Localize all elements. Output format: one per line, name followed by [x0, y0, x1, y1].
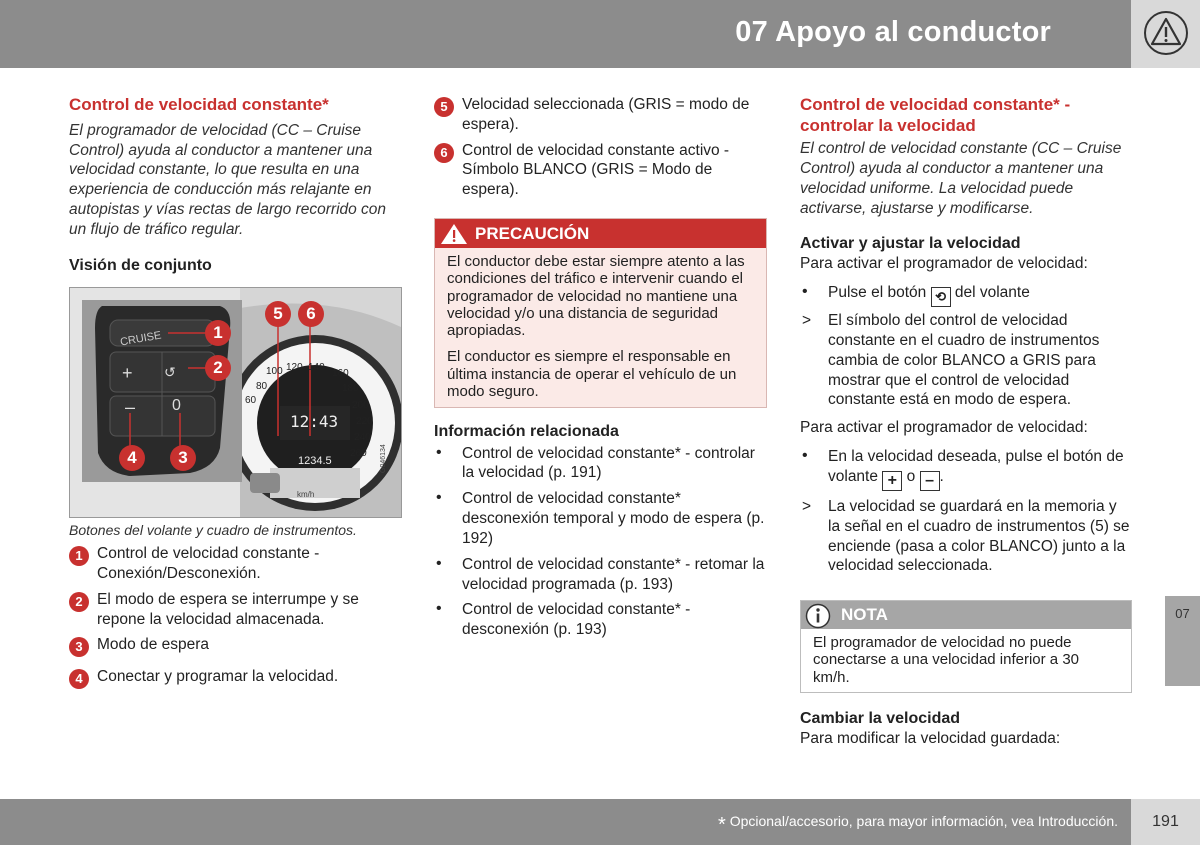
figure-caption: Botones del volante y cuadro de instrumentos. [69, 522, 357, 539]
speed-unit-label: km/h [297, 490, 315, 500]
caution-body [435, 248, 766, 407]
item-text: Conectar y programar la velocidad. [97, 668, 339, 686]
list-item [69, 590, 402, 630]
chapter-title: 07 Apoyo al conductor [735, 16, 1051, 48]
column-2 [434, 95, 767, 640]
speed-tick: 260 [350, 448, 367, 460]
activate-lead: Para activar el programador de velocidad: [800, 419, 1088, 437]
item-text: Velocidad seleccionada (GRIS = modo de espera). [462, 96, 750, 133]
badge-number: 5 [440, 99, 448, 114]
column-3 [800, 95, 1132, 749]
chapter-tab: 07 [1165, 596, 1200, 686]
footnote-text: Opcional/accesorio, para mayor información, vea Introducción. [729, 813, 1118, 829]
callout-3-label: 3 [178, 448, 188, 468]
result-item [800, 497, 1132, 576]
caution-title: PRECAUCIÓN [475, 224, 590, 244]
callout-1-label: 1 [213, 323, 223, 343]
speed-tick: 180 [342, 383, 359, 395]
section-intro: El programador de velocidad (CC – Cruise Control) ayuda al conductor a mantener una velocidad constante, lo que resulta en una experiencia de conducción más relajante en autopistas y vías rectas de largo recorrido con un flujo de tráfico regular. [69, 121, 387, 238]
section-heading: Control de velocidad constante* [69, 95, 329, 114]
item-text: Modo de espera [97, 636, 210, 654]
caution-paragraph: El conductor debe estar siempre atento a las condiciones del tráfico e intervenir cuando el programador de velocidad no mantiene una velocidad y/o una distancia de seguridad apropiadas. [447, 253, 745, 340]
callout-6-label: 6 [306, 304, 316, 324]
change-heading: Cambiar la velocidad [800, 709, 961, 727]
header-bar [0, 0, 1131, 68]
callout-2-label: 2 [213, 358, 223, 378]
speed-tick: 140 [308, 362, 325, 374]
header-warning-box [1131, 0, 1200, 68]
speed-tick: 120 [286, 362, 303, 374]
arrow-marker: > [802, 497, 812, 515]
item-text: Control de velocidad constante - Conexión/Desconexión. [97, 545, 320, 582]
callout-5-label: 5 [273, 304, 283, 324]
badge-number: 1 [75, 548, 83, 564]
minus-button-label: – [125, 397, 136, 418]
note-text: El programador de velocidad no puede conectarse a una velocidad inferior a 30 km/h. [813, 634, 1080, 686]
note-header [801, 601, 1131, 629]
caution-box [434, 218, 767, 408]
list-item [434, 95, 767, 135]
list-item [69, 667, 402, 687]
column-1 [69, 95, 402, 687]
minus-button-icon: – [920, 471, 940, 491]
item-text: Control de velocidad constante activo - Símbolo BLANCO (GRIS = Modo de espera). [462, 141, 730, 199]
result-text: La velocidad se guardará en la memoria y la señal en el cuadro de instrumentos (5) se enciende (pasa a color BLANCO) junto a la velocidad seleccionada. [828, 497, 1130, 575]
step-text: del volante [954, 284, 1030, 302]
list-item [434, 141, 767, 200]
related-link[interactable]: • Control de velocidad constante* - controlar la velocidad (p. 191) [434, 444, 767, 484]
clock-display: 12:43 [290, 412, 339, 432]
speed-tick: 80 [256, 381, 268, 393]
steering-and-cluster-figure [69, 287, 402, 518]
plus-button-icon: + [882, 471, 902, 491]
step-text: o [906, 467, 916, 485]
related-link[interactable]: • Control de velocidad constante* - desconexión (p. 193) [434, 600, 767, 640]
warning-triangle-icon [1143, 10, 1189, 56]
footer-bar [0, 799, 1131, 845]
footer-note [718, 813, 1118, 839]
speed-tick: 240 [354, 432, 371, 444]
section-heading: Control de velocidad constante* - controlar la velocidad [800, 95, 1071, 135]
overview-heading: Visión de conjunto [69, 256, 212, 274]
related-link[interactable]: • Control de velocidad constante* desconexión temporal y modo de espera (p. 192) [434, 489, 767, 548]
activate-heading: Activar y ajustar la velocidad [800, 234, 1021, 252]
info-icon [805, 603, 831, 629]
result-text: El símbolo del control de velocidad constante en el cuadro de instrumentos cambia de color BLANCO a GRIS para mostrar que el control de velocidad constante está en modo de espera. [828, 312, 1100, 409]
badge-number: 3 [75, 639, 83, 655]
caution-paragraph: El conductor es siempre el responsable en última instancia de operar el vehículo de un modo seguro. [447, 348, 737, 400]
speed-tick: 200 [352, 400, 369, 412]
note-box [800, 600, 1132, 693]
speed-tick: 220 [356, 416, 373, 428]
speed-tick: 160 [332, 368, 349, 380]
plus-button-label: + [122, 363, 133, 384]
cruise-button-icon: ⟲ [931, 287, 951, 307]
item-text: El modo de espera se interrumpe y se repone la velocidad almacenada. [97, 590, 359, 628]
speed-tick: 100 [266, 366, 283, 378]
warning-icon [439, 222, 469, 246]
cruise-button-label: CRUISE [119, 329, 163, 349]
arrow-marker: > [802, 312, 812, 330]
badge-number: 2 [75, 593, 83, 609]
page-number: 191 [1131, 799, 1200, 845]
caution-header [435, 219, 766, 248]
note-title: NOTA [841, 605, 888, 625]
result-item [800, 311, 1132, 410]
list-item [69, 544, 402, 584]
badge-number: 4 [75, 671, 83, 687]
step-text: Pulse el botón [828, 284, 927, 302]
step-bullet [800, 283, 1132, 307]
change-lead: Para modificar la velocidad guardada: [800, 730, 1061, 748]
activate-lead: Para activar el programador de velocidad: [800, 255, 1088, 273]
step-text: En la velocidad deseada, pulse el botón de volante [828, 448, 1124, 485]
step-bullet [800, 447, 1132, 491]
zero-button-label: 0 [172, 397, 181, 415]
badge-number: 6 [440, 144, 448, 160]
odometer-display: 1234.5 [298, 455, 332, 468]
footnote-star: * [718, 814, 726, 836]
callout-4-label: 4 [127, 448, 137, 468]
step-text: . [939, 467, 944, 485]
resume-icon: ↺ [164, 364, 176, 381]
related-link[interactable]: • Control de velocidad constante* - retomar la velocidad programada (p. 193) [434, 555, 767, 595]
list-item [69, 635, 402, 655]
speed-tick: 60 [245, 395, 257, 407]
related-heading: Información relacionada [434, 423, 619, 441]
section-intro: El control de velocidad constante (CC – Cruise Control) ayuda al conductor a mantener una velocidad uniforme. La velocidad puede activarse, ajustarse y modificarse. [800, 140, 1122, 217]
figure-code: G046134 [380, 444, 387, 474]
